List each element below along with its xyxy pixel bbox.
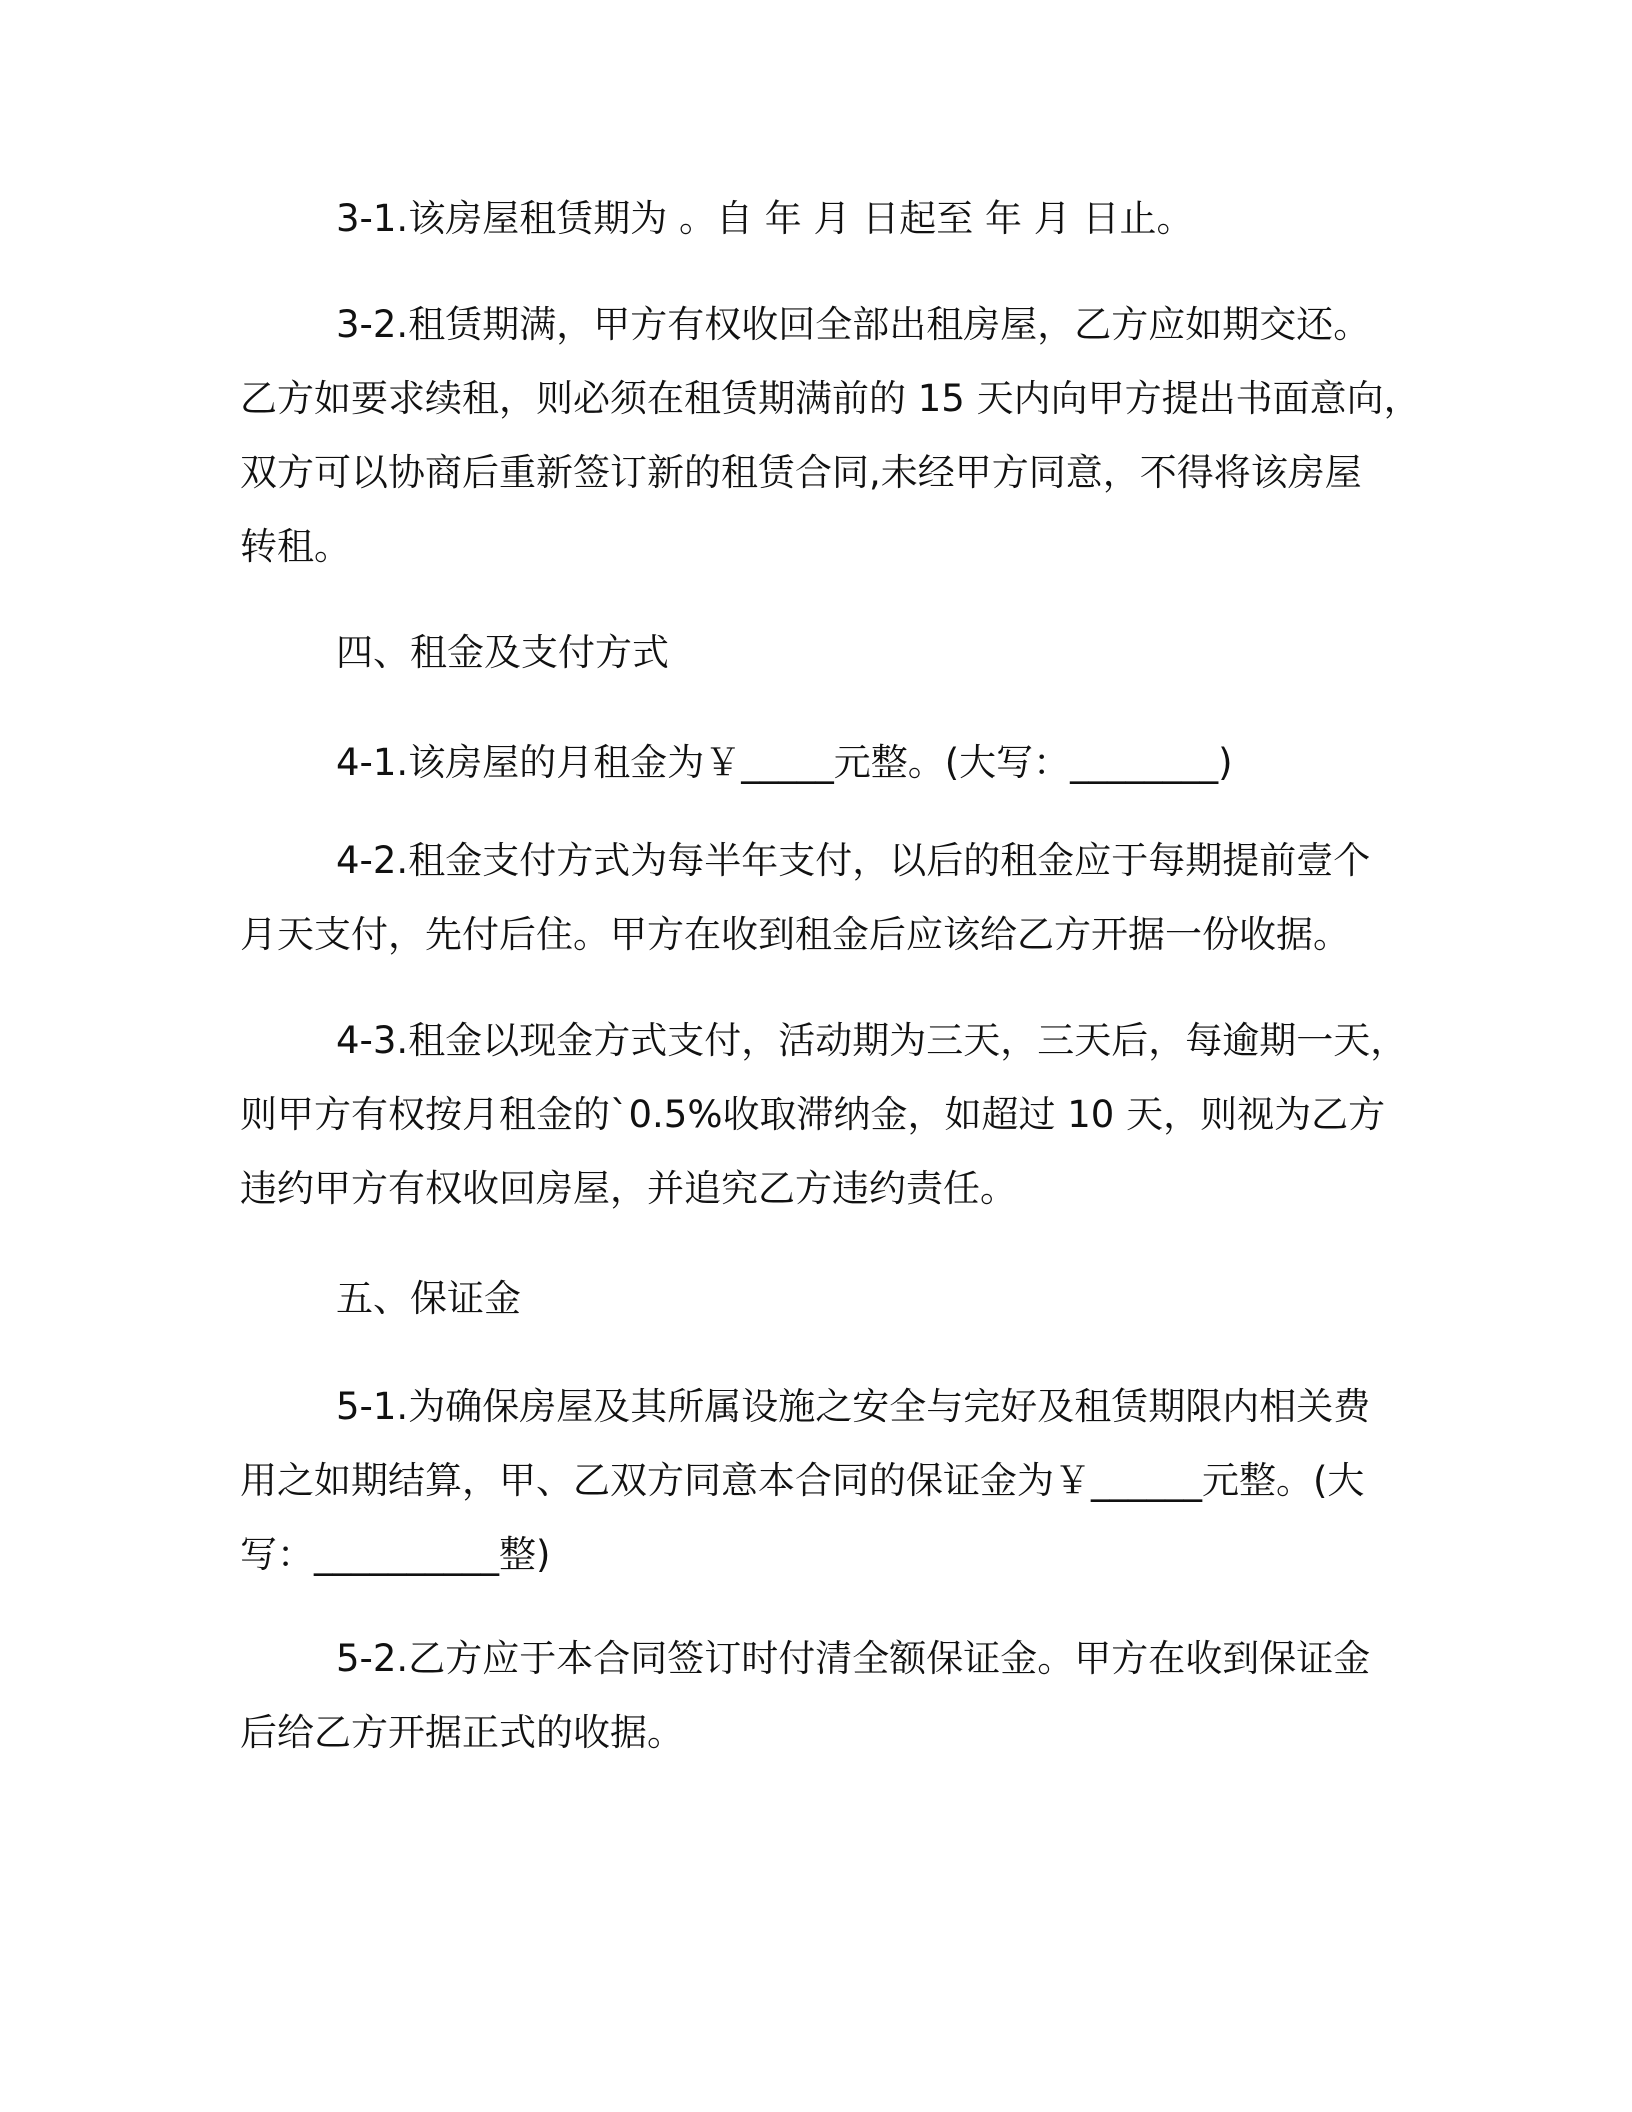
clause-3-2-line-1: 3-2.租赁期满，甲方有权收回全部出租房屋，乙方应如期交还。 <box>336 303 1371 346</box>
clause-5-1-line-3: 写：__________整) <box>240 1533 551 1576</box>
clause-3-2-line-2: 乙方如要求续租，则必须在租赁期满前的 15 天内向甲方提出书面意向， <box>240 377 1421 420</box>
clause-3-2 <box>240 288 1430 584</box>
section-heading-deposit: 五、保证金 <box>336 1277 521 1320</box>
clause-5-2-line-2: 后给乙方开据正式的收据。 <box>240 1711 684 1754</box>
clause-3-2-line-4: 转租。 <box>240 525 351 568</box>
clause-4-3-line-1: 4-3.租金以现金方式支付，活动期为三天，三天后，每逾期一天， <box>336 1019 1408 1062</box>
clause-4-3-line-3: 违约甲方有权收回房屋，并追究乙方违约责任。 <box>240 1167 1017 1210</box>
clause-5-1-line-1: 5-1.为确保房屋及其所属设施之安全与完好及租赁期限内相关费 <box>336 1385 1371 1428</box>
clause-5-2-line-1: 5-2.乙方应于本合同签订时付清全额保证金。甲方在收到保证金 <box>336 1637 1371 1680</box>
clause-4-2 <box>240 824 1430 972</box>
clause-5-2 <box>240 1622 1430 1770</box>
clause-4-3-line-2: 则甲方有权按月租金的`0.5%收取滞纳金，如超过 10 天，则视为乙方 <box>240 1093 1386 1136</box>
clause-4-1-line-1: 4-1.该房屋的月租金为￥_____元整。(大写：________) <box>336 741 1233 784</box>
clause-5-1-line-2: 用之如期结算，甲、乙双方同意本合同的保证金为￥______元整。(大 <box>240 1459 1365 1502</box>
clause-4-1 <box>240 726 1430 800</box>
section-heading-rent: 四、租金及支付方式 <box>336 631 669 674</box>
clause-5-1 <box>240 1370 1430 1592</box>
clause-4-2-line-2: 月天支付，先付后住。甲方在收到租金后应该给乙方开据一份收据。 <box>240 913 1350 956</box>
clause-3-2-line-3: 双方可以协商后重新签订新的租赁合同,未经甲方同意，不得将该房屋 <box>240 451 1362 494</box>
clause-4-3 <box>240 1004 1430 1226</box>
clause-3-1 <box>240 182 1430 256</box>
clause-3-1-line-1: 3-1.该房屋租赁期为 。自 年 月 日起至 年 月 日止。 <box>336 197 1194 240</box>
clause-4-2-line-1: 4-2.租金支付方式为每半年支付，以后的租金应于每期提前壹个 <box>336 839 1371 882</box>
